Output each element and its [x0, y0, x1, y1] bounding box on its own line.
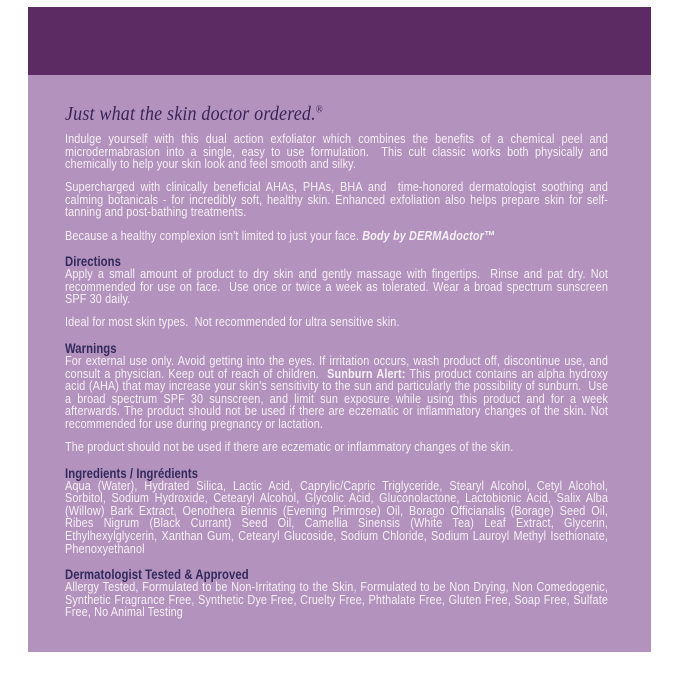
warnings-paragraph-1 [65, 353, 612, 431]
brand-name: Body by DERMAdoctor™ [362, 227, 496, 243]
warnings-text-after-alert: This product contains an alpha hydroxy acid (AHA) that may increase your skin's sensitivity to the sun and particularly the possibility of sunburn. Use a broad spectrum SPF 30 sunscreen, and limit sun exposure while using this product and for a week afterwards. The product should not be used if there are eczematic or inflammatory changes of the skin. Not recommended for use during pregnancy or lactation. [65, 365, 612, 431]
directions-paragraph-1: Apply a small amount of product to dry skin and gently massage with fingertips. Rinse and pat dry. Not recommended for use on face. Use once or twice a week as tolerated. Wear a broad spectrum sunscreen SPF 30 daily. [65, 266, 612, 307]
dermatologist-heading: Dermatologist Tested & Approved [65, 567, 249, 583]
warnings-text-before-alert: For external use only. Avoid getting into the eyes. If irritation occurs, wash product off, discontinue use, and consult a physician. Keep out of reach of children. [65, 353, 612, 381]
intro-paragraph-3 [65, 227, 608, 243]
ingredients-list: Aqua (Water), Hydrated Silica, Lactic Acid, Caprylic/Capric Triglyceride, Stearyl Alcohol, Cetyl Alcohol, Sorbitol, Sodium Hydroxide, Cetearyl Alcohol, Glycolic Acid, Gluconolactone, Lactobionic Acid, Salix Alba (Willow) Bark Extract, Oenothera Biennis (Evening Primrose) Oil, Borago Officianalis (Borage) Seed Oil, Ribes Nigrum (Black Currant) Seed Oil, Camellia Sinensis (White Tea) Leaf Extract, Glycerin, Ethylhexylglycerin, Xanthan Gum, Cetearyl Glucoside, Sodium Chloride, Sodium Lauroyl Methyl Isethionate, Phenoxyethanol [65, 477, 612, 556]
intro-paragraph-2: Supercharged with clinically beneficial AHAs, PHAs, BHA and time-honored dermatologist soothing and calming botanicals - for incredibly soft, healthy skin. Enhanced exfoliation also helps prepare skin for self-tanning and post-bathing treatments. [65, 179, 612, 220]
warnings-paragraph-2: The product should not be used if there are eczematic or inflammatory changes of the skin. [65, 439, 514, 455]
directions-paragraph-2: Ideal for most skin types. Not recommended for ultra sensitive skin. [65, 314, 400, 330]
tagline-text: Just what the skin doctor ordered. [65, 103, 316, 125]
product-label [28, 7, 651, 652]
top-purple-band [28, 7, 651, 75]
intro-paragraph-1: Indulge yourself with this dual action exfoliator which combines the benefits of a chemical peel and microdermabrasion into a single, easy to use formulation. This cult classic works both physically and chemically to help your skin look and feel smooth and silky. [65, 131, 612, 172]
intro-paragraph-3-text: Because a healthy complexion isn't limited to just your face. [65, 227, 363, 243]
brand-tagline [65, 104, 623, 124]
sunburn-alert-label: Sunburn Alert: [327, 365, 406, 381]
ingredients-heading: Ingredients / Ingrédients [65, 465, 199, 481]
warnings-heading: Warnings [65, 341, 117, 357]
directions-heading: Directions [65, 254, 121, 270]
registered-trademark-mark: ® [315, 104, 323, 116]
label-content [28, 75, 651, 619]
dermatologist-paragraph: Allergy Tested, Formulated to be Non-Irritating to the Skin, Formulated to be Non Drying, Non Comedogenic, Synthetic Fragrance Free, Synthetic Dye Free, Cruelty Free, Phthalate Free, Gluten Free, Soap Free, Sulfate Free, No Animal Testing [65, 579, 612, 620]
